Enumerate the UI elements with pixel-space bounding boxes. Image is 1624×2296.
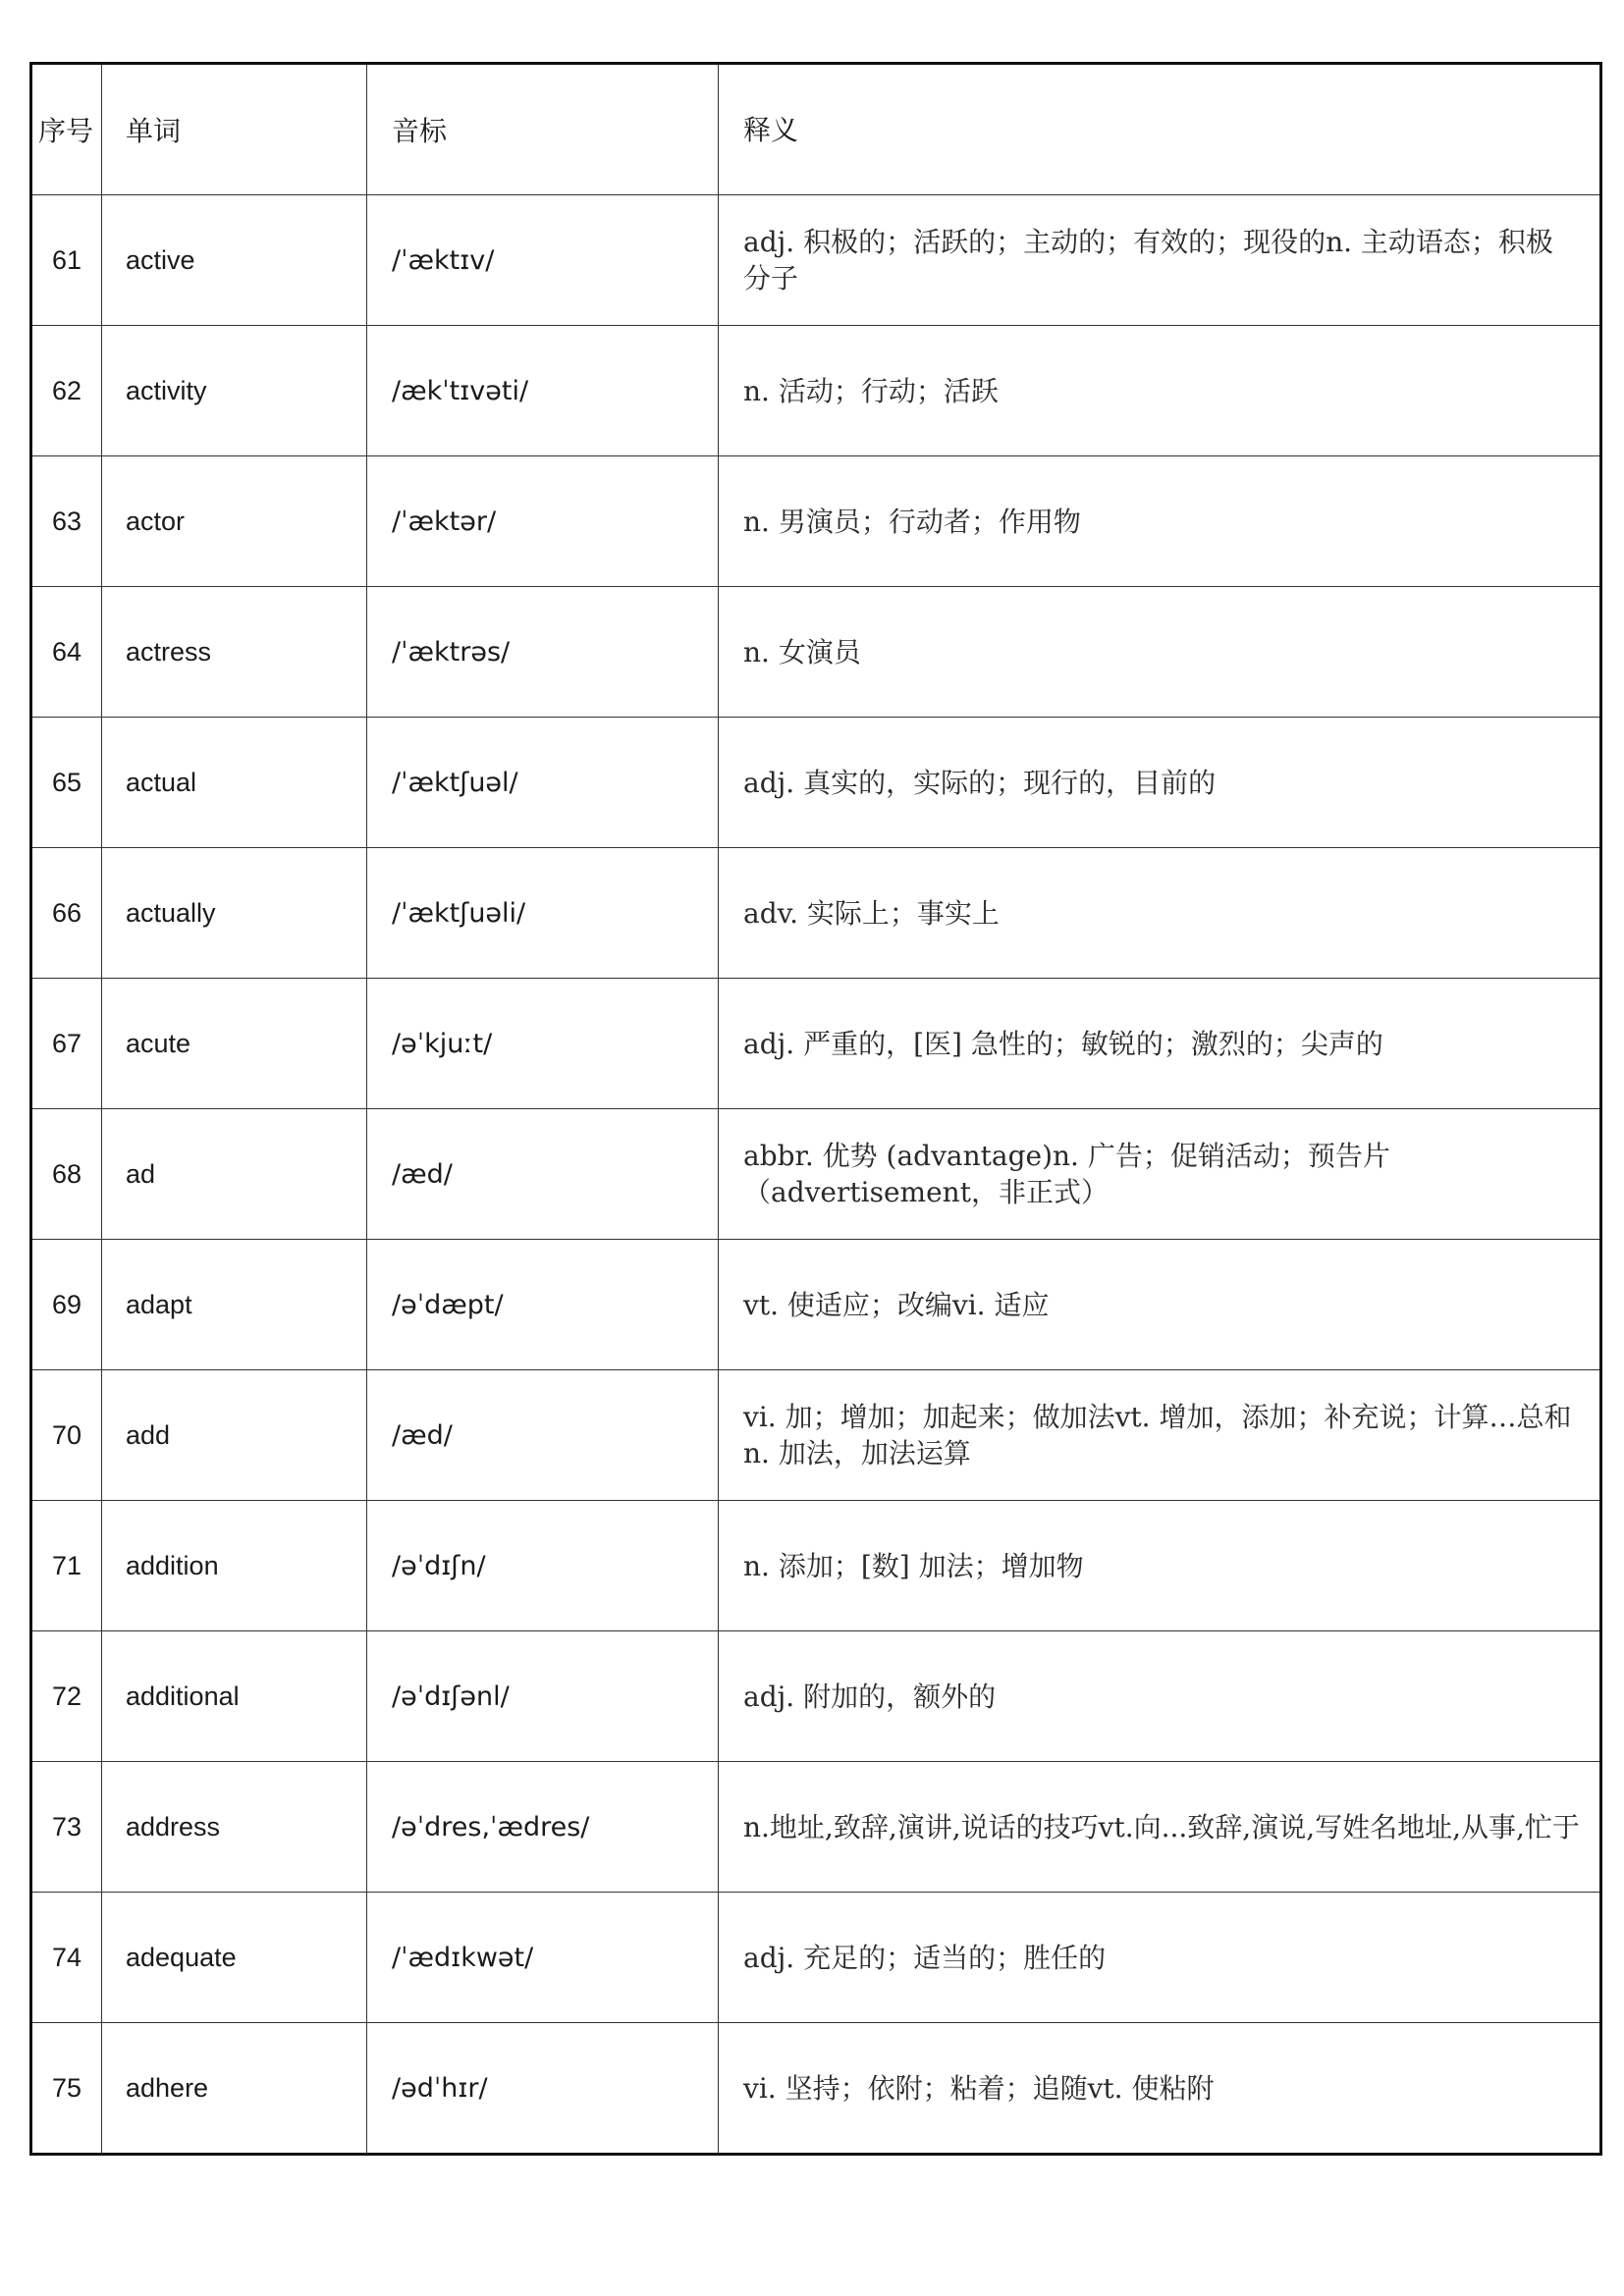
table-row	[31, 456, 1601, 587]
row-number: 70	[31, 1370, 102, 1501]
table-row	[31, 848, 1601, 979]
row-word: add	[102, 1370, 367, 1501]
header-definition: 释义	[719, 64, 1601, 195]
header-word: 单词	[102, 64, 367, 195]
table-row	[31, 326, 1601, 456]
row-number: 64	[31, 587, 102, 718]
row-number: 61	[31, 195, 102, 326]
row-number: 62	[31, 326, 102, 456]
header-phonetic: 音标	[367, 64, 719, 195]
row-phonetic: /əˈkjuːt/	[367, 979, 719, 1109]
row-word: active	[102, 195, 367, 326]
row-phonetic: /ˈæktʃuəli/	[367, 848, 719, 979]
row-definition: adj. 附加的，额外的	[719, 1631, 1601, 1762]
header-number: 序号	[31, 64, 102, 195]
row-definition: adj. 积极的；活跃的；主动的；有效的；现役的n. 主动语态；积极分子	[719, 195, 1601, 326]
row-word: ad	[102, 1109, 367, 1240]
row-definition: adj. 严重的，[医] 急性的；敏锐的；激烈的；尖声的	[719, 979, 1601, 1109]
table-row	[31, 1501, 1601, 1631]
table-row	[31, 195, 1601, 326]
row-word: acute	[102, 979, 367, 1109]
table-row	[31, 1109, 1601, 1240]
row-number: 67	[31, 979, 102, 1109]
row-definition: vi. 坚持；依附；粘着；追随vt. 使粘附	[719, 2023, 1601, 2155]
row-number: 68	[31, 1109, 102, 1240]
table-row	[31, 718, 1601, 848]
row-word: actress	[102, 587, 367, 718]
row-definition: n. 女演员	[719, 587, 1601, 718]
row-definition: adv. 实际上；事实上	[719, 848, 1601, 979]
row-word: additional	[102, 1631, 367, 1762]
row-word: adhere	[102, 2023, 367, 2155]
row-number: 72	[31, 1631, 102, 1762]
table-row	[31, 1762, 1601, 1893]
vocabulary-table	[29, 62, 1602, 2156]
row-phonetic: /æd/	[367, 1109, 719, 1240]
row-definition: vi. 加；增加；加起来；做加法vt. 增加，添加；补充说；计算…总和n. 加法，加法运算	[719, 1370, 1601, 1501]
row-phonetic: /ˈæktər/	[367, 456, 719, 587]
row-word: actually	[102, 848, 367, 979]
row-number: 73	[31, 1762, 102, 1893]
table-row	[31, 1240, 1601, 1370]
row-number: 65	[31, 718, 102, 848]
row-definition: n. 活动；行动；活跃	[719, 326, 1601, 456]
table-row	[31, 2023, 1601, 2155]
row-number: 69	[31, 1240, 102, 1370]
row-word: actual	[102, 718, 367, 848]
row-phonetic: /ədˈhɪr/	[367, 2023, 719, 2155]
row-number: 75	[31, 2023, 102, 2155]
table-row	[31, 1631, 1601, 1762]
row-number: 71	[31, 1501, 102, 1631]
row-phonetic: /ˈæktɪv/	[367, 195, 719, 326]
row-phonetic: /æd/	[367, 1370, 719, 1501]
row-phonetic: /ˈæktʃuəl/	[367, 718, 719, 848]
row-number: 63	[31, 456, 102, 587]
table-row	[31, 979, 1601, 1109]
row-definition: adj. 充足的；适当的；胜任的	[719, 1893, 1601, 2023]
table-row	[31, 1370, 1601, 1501]
row-word: adapt	[102, 1240, 367, 1370]
row-number: 66	[31, 848, 102, 979]
row-definition: abbr. 优势 (advantage)n. 广告；促销活动；预告片（advertisement，非正式）	[719, 1109, 1601, 1240]
row-definition: adj. 真实的，实际的；现行的，目前的	[719, 718, 1601, 848]
row-phonetic: /ˈædɪkwət/	[367, 1893, 719, 2023]
row-definition: n. 添加；[数] 加法；增加物	[719, 1501, 1601, 1631]
row-phonetic: /əˈdɪʃn/	[367, 1501, 719, 1631]
row-word: adequate	[102, 1893, 367, 2023]
row-phonetic: /əˈdɪʃənl/	[367, 1631, 719, 1762]
row-word: activity	[102, 326, 367, 456]
row-word: addition	[102, 1501, 367, 1631]
table-header-row	[31, 64, 1601, 195]
row-number: 74	[31, 1893, 102, 2023]
row-word: address	[102, 1762, 367, 1893]
row-definition: n. 男演员；行动者；作用物	[719, 456, 1601, 587]
row-word: actor	[102, 456, 367, 587]
table-row	[31, 1893, 1601, 2023]
table-row	[31, 587, 1601, 718]
row-phonetic: /əˈdres,ˈædres/	[367, 1762, 719, 1893]
row-definition: n.地址,致辞,演讲,说话的技巧vt.向...致辞,演说,写姓名地址,从事,忙于	[719, 1762, 1601, 1893]
row-phonetic: /ˈæktrəs/	[367, 587, 719, 718]
row-definition: vt. 使适应；改编vi. 适应	[719, 1240, 1601, 1370]
row-phonetic: /ækˈtɪvəti/	[367, 326, 719, 456]
row-phonetic: /əˈdæpt/	[367, 1240, 719, 1370]
